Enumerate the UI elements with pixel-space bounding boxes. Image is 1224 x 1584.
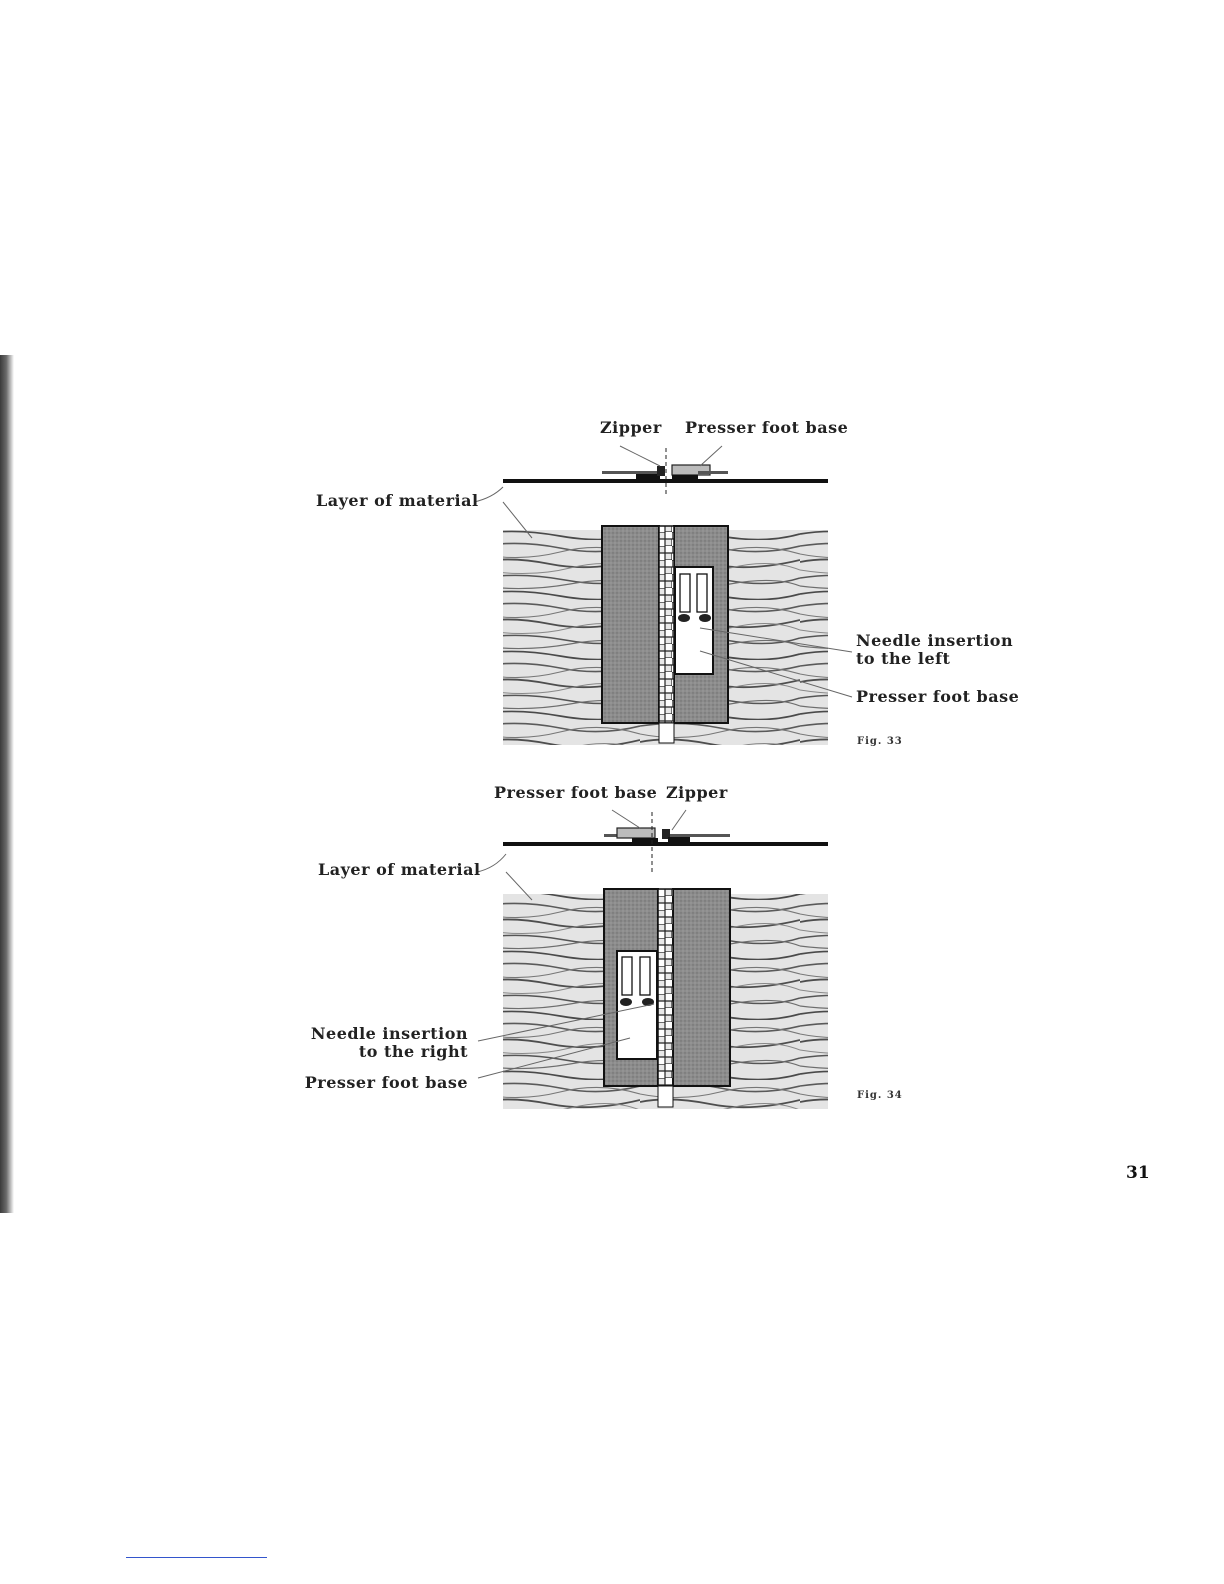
- fig33-fabric-layer: [503, 526, 828, 745]
- fig33-zipper-label: Zipper: [600, 418, 662, 437]
- fig34-zipper-label: Zipper: [666, 783, 728, 802]
- fig34-caption: Fig. 34: [857, 1090, 903, 1101]
- fig34-fabric-layer: [503, 889, 828, 1109]
- fig33-needle-insertion-label-line1: Needle insertion: [856, 631, 1014, 650]
- fig34-needle-insertion-label-line2: to the right: [358, 1042, 468, 1061]
- page-number: 31: [1126, 1163, 1150, 1183]
- fig33-needle-insertion-label-line2: to the left: [856, 649, 951, 668]
- fig33-presser-foot: [675, 567, 713, 674]
- fig33-presser-foot-bottom-label: Presser foot base: [856, 687, 1020, 706]
- fig34-cross-section: [503, 812, 828, 872]
- fig34-needle-insertion-label-line1: Needle insertion: [310, 1024, 468, 1043]
- fig34-presser-foot-bottom-label: Presser foot base: [304, 1073, 468, 1092]
- fig33-caption: Fig. 33: [857, 736, 903, 747]
- fig34-presser-foot-top-label: Presser foot base: [494, 783, 658, 802]
- fig33-cross-section: [503, 448, 828, 496]
- fig33-presser-foot-top-label: Presser foot base: [685, 418, 849, 437]
- fig33-layer-label: Layer of material: [316, 491, 479, 510]
- bottom-link-underline[interactable]: [126, 1557, 267, 1558]
- fig34-layer-label: Layer of material: [318, 860, 481, 879]
